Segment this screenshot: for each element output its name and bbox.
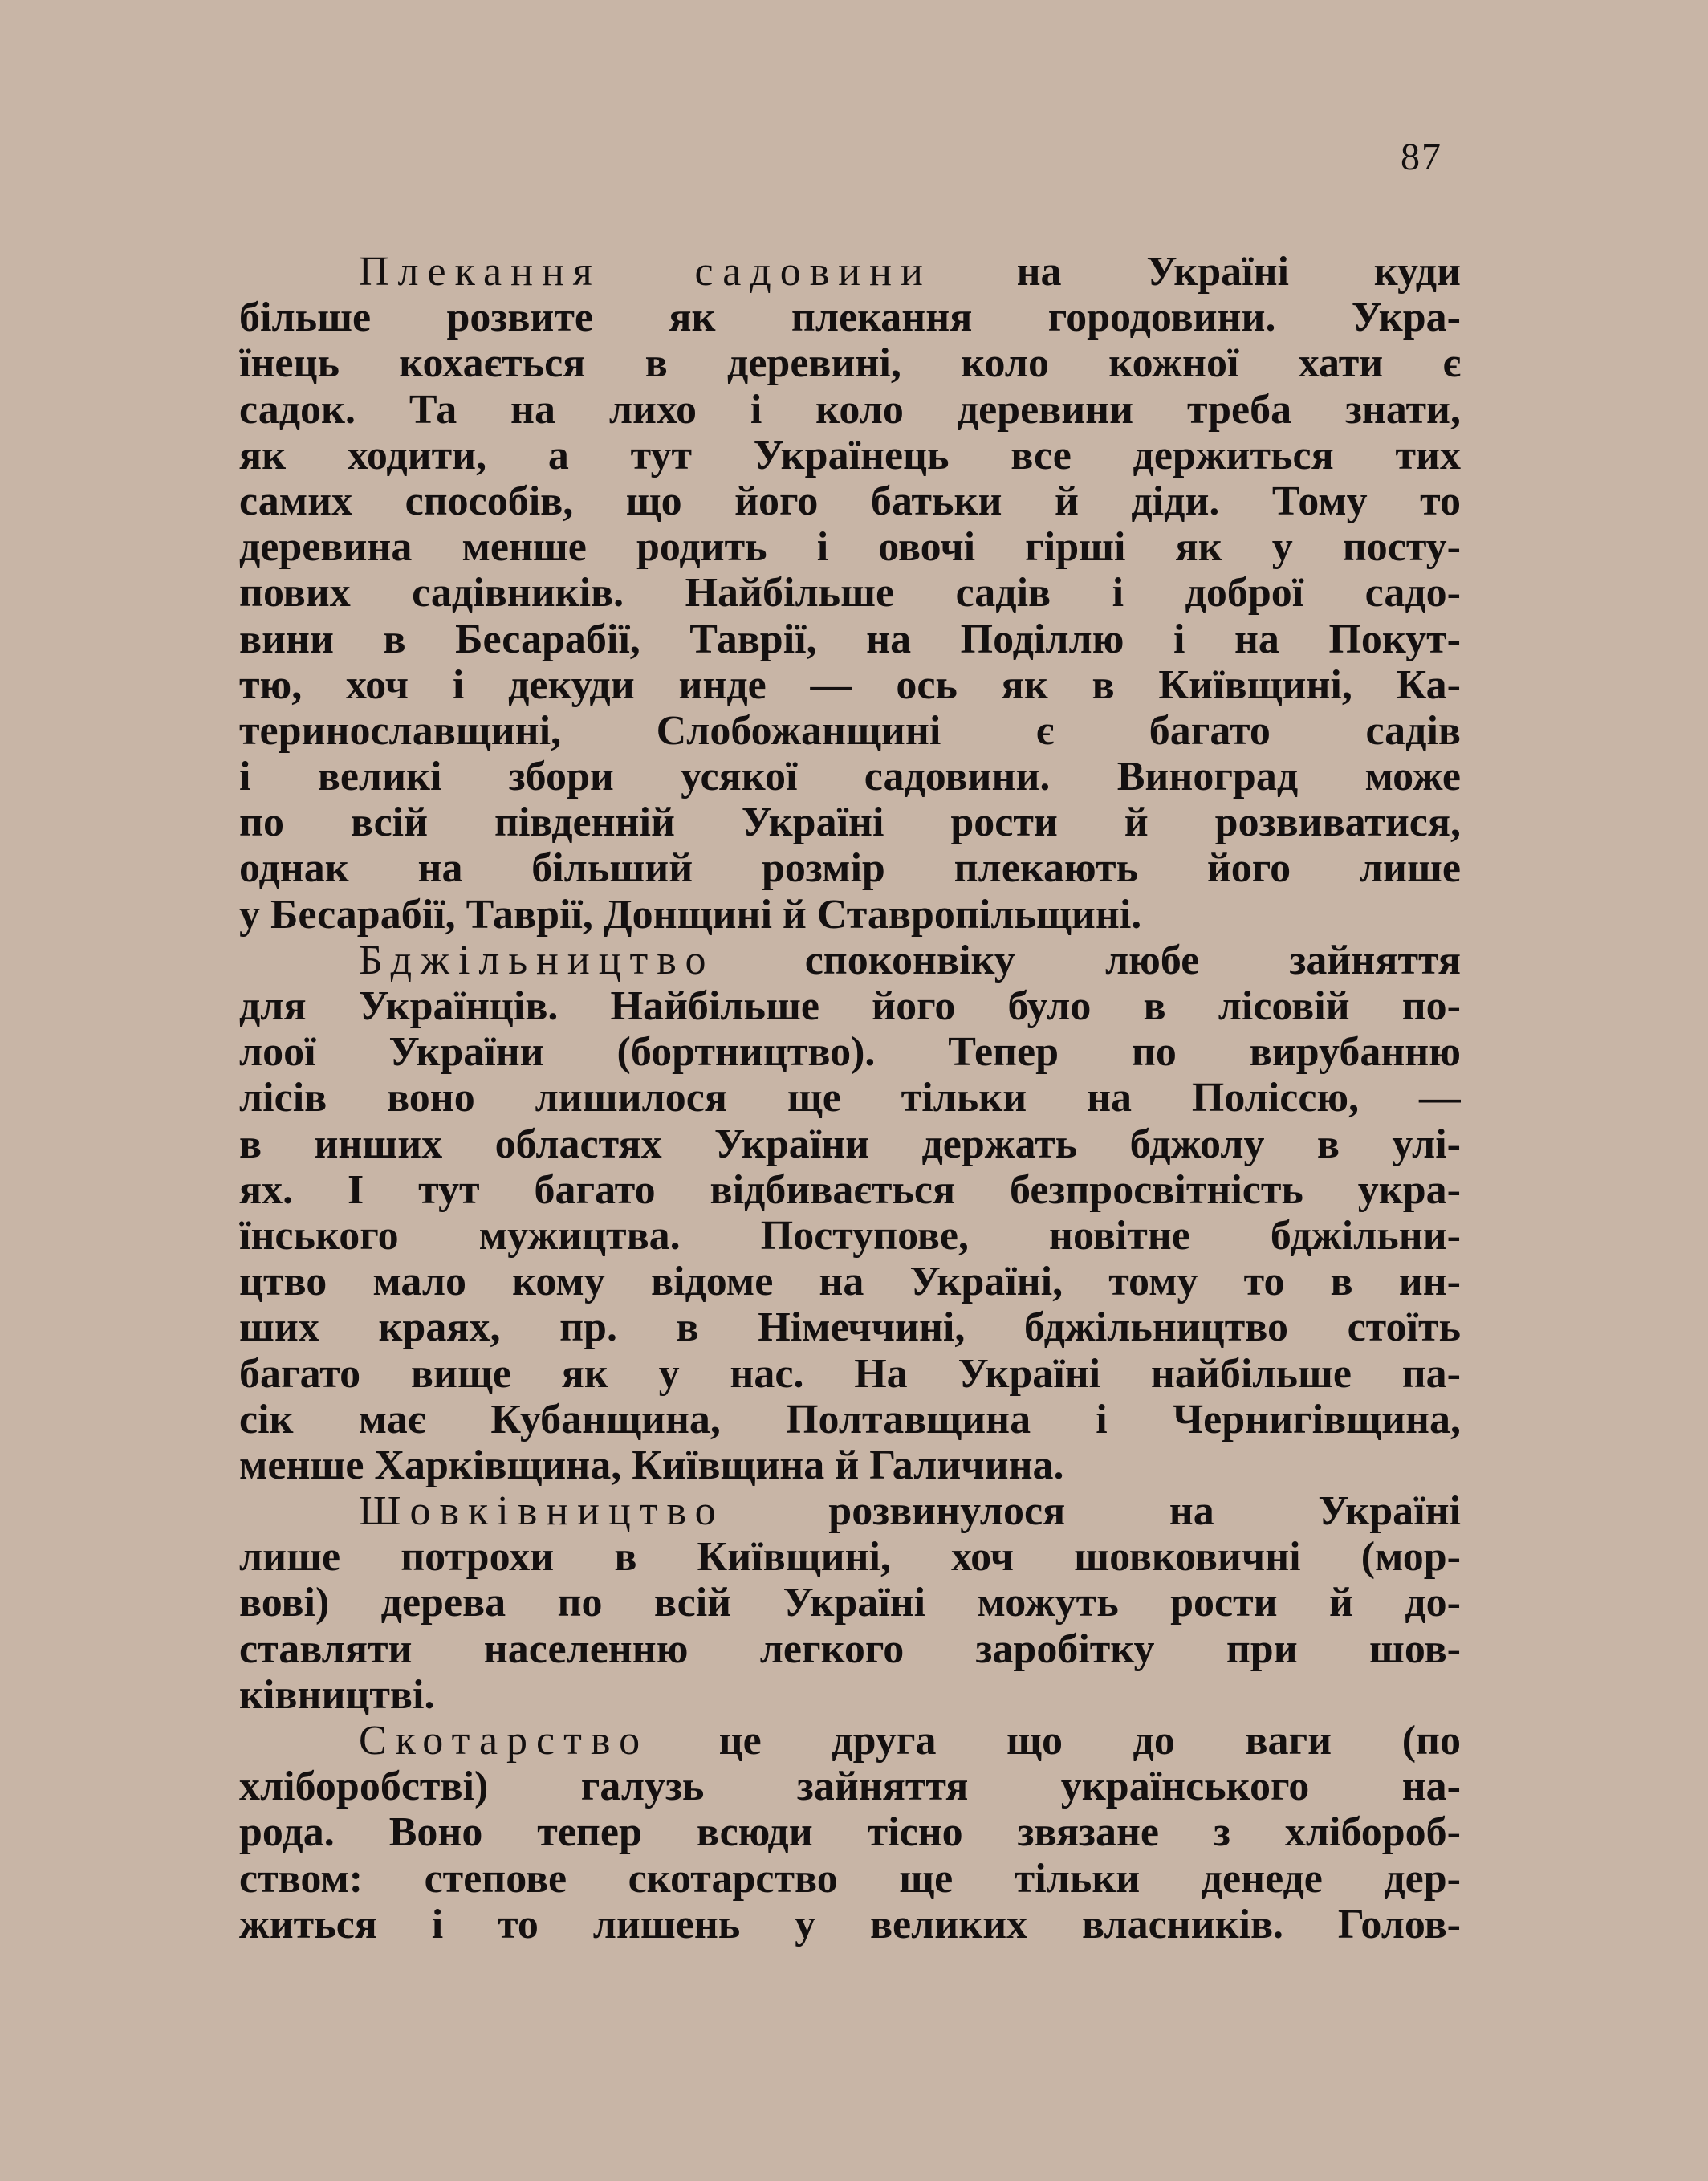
line-text: це друга що до ваги (по [649, 1718, 1461, 1764]
line: теринославщині, Слобожанщині є багато садів [239, 707, 1461, 754]
line: рода. Воно тепер всюди тісно звязане з хлібороб- [239, 1809, 1461, 1856]
paragraph-lead: Скотарство [359, 1718, 649, 1764]
line: ством: степове скотарство ще тільки денеде дер- [239, 1855, 1461, 1902]
line: сік має Кубанщина, Полтавщина і Чернигівщина, [239, 1396, 1461, 1442]
line: в инших областях України держать бджолу в улі- [239, 1121, 1461, 1167]
line: ях. І тут багато відбивається безпросвітність укра- [239, 1166, 1461, 1213]
line: самих способів, що його батьки й діди. Тому то [239, 478, 1461, 524]
line: для Українців. Найбільше його було в лісовій по- [239, 983, 1461, 1029]
line: лише потрохи в Київщині, хоч шовковичні (мор- [239, 1534, 1461, 1581]
line: більше розвите як плекання городовини. Укра- [239, 295, 1461, 341]
line [239, 1488, 1461, 1534]
line: пових садівників. Найбільше садів і доброї садо- [239, 570, 1461, 616]
text-block [239, 249, 1461, 1947]
paragraph-shovkivnytstvo [239, 1488, 1461, 1718]
line: лоої України (бортництво). Тепер по вирубанню [239, 1029, 1461, 1076]
line: ківництві. [239, 1671, 435, 1718]
line: тю, хоч і декуди инде — ось як в Київщині, Ка- [239, 661, 1461, 708]
paragraph-bdzhilnytstvo [239, 938, 1461, 1488]
line: деревина менше родить і овочі гірші як у посту- [239, 524, 1461, 571]
line: ставляти населенню легкого заробітку при шов- [239, 1626, 1461, 1672]
line: їнського мужицтва. Поступове, новітне бджільни- [239, 1212, 1461, 1259]
line: вові) дерева по всій Україні можуть рости й до- [239, 1580, 1461, 1626]
line: по всій південній Україні рости й розвиватися, [239, 800, 1461, 846]
paragraph-lead: Бджільництво [359, 937, 715, 983]
line: житься і то лишень у великих власників. Голов- [239, 1901, 1461, 1947]
line: багато вище як у нас. На Україні найбільше па- [239, 1350, 1461, 1397]
line: їнець кохається в деревині, коло кожної хати є [239, 340, 1461, 387]
paragraph-plekannia [239, 249, 1461, 938]
line-text: споконвіку любе зайняття [714, 937, 1461, 983]
line: у Бесарабії, Таврії, Донщині й Ставропільщині. [239, 891, 1142, 938]
line: і великі збори усякої садовини. Виноград може [239, 754, 1461, 800]
line: менше Харківщина, Київщина й Галичина. [239, 1442, 1064, 1488]
line: лісів воно лишилося ще тільки на Поліссю, — [239, 1075, 1461, 1121]
line [239, 249, 1461, 295]
line: однак на більший розмір плекають його лише [239, 845, 1461, 892]
line: садок. Та на лихо і коло деревини треба знати, [239, 386, 1461, 433]
paragraph-lead: Плекання садовини [359, 249, 932, 295]
line [239, 1718, 1461, 1764]
page-number: 87 [1401, 136, 1442, 178]
line-text: розвинулося на Україні [724, 1488, 1461, 1535]
paragraph-lead: Шовківництво [359, 1488, 725, 1535]
paragraph-skotarstvo [239, 1718, 1461, 1947]
line: вини в Бесарабії, Таврії, на Поділлю і на Покут- [239, 616, 1461, 662]
line: як ходити, а тут Українець все держиться тих [239, 432, 1461, 478]
line [239, 938, 1461, 983]
line: хліборобстві) галузь зайняття українського на- [239, 1764, 1461, 1810]
line: ших краях, пр. в Німеччині, бджільництво стоїть [239, 1304, 1461, 1351]
line-text: на Україні куди [931, 249, 1461, 295]
line: цтво мало кому відоме на Україні, тому то в ин- [239, 1259, 1461, 1305]
